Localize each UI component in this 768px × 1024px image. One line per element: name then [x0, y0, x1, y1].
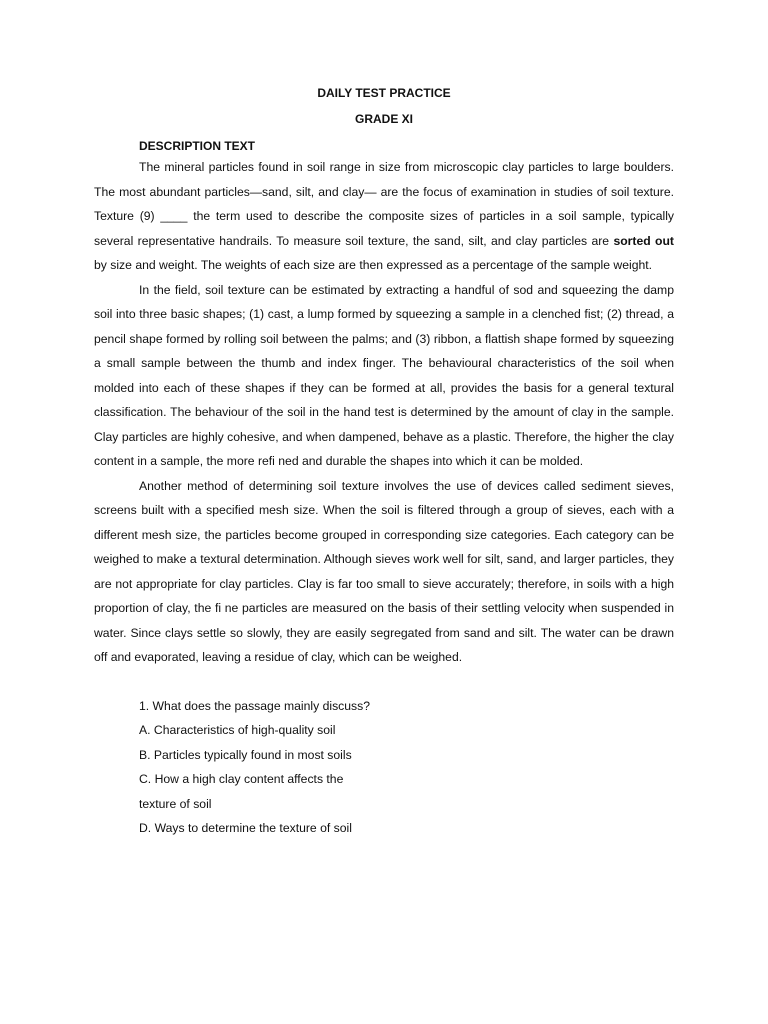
option-d: D. Ways to determine the texture of soil [139, 821, 352, 835]
option-c: C. How a high clay content affects the [139, 772, 344, 786]
section-heading: DESCRIPTION TEXT [139, 139, 256, 153]
paragraph-1 [94, 155, 674, 278]
document-title: DAILY TEST PRACTICE [317, 86, 451, 100]
option-a: A. Characteristics of high-quality soil [139, 723, 336, 737]
paragraph-1-text-b: by size and weight. The weights of each size are then expressed as a percentage of the sample weight. [94, 258, 653, 272]
paragraph-2: In the field, soil texture can be estimated by extracting a handful of sod and squeezing the damp soil into three basic shapes; (1) cast, a lump formed by squeezing a sample in a clenched fist; (2) thread, a pencil shape formed by rolling soil between the palms; and (3) ribbon, a flattish shape formed by squeezing a small sample between the thumb and index finger. The behavioural characteristics of the soil when molded into each of these shapes if they can be formed at all, provides the basis for a general textural classification. The behaviour of the soil in the hand test is determined by the amount of clay in the sample. Clay particles are highly cohesive, and when dampened, behave as a plastic. Therefore, the higher the clay content in a sample, the more refi ned and durable the shapes into which it can be molded. [94, 282, 674, 468]
option-b: B. Particles typically found in most soils [139, 747, 352, 762]
option-c-continued: texture of soil [139, 796, 212, 811]
grade-label: GRADE XI [354, 112, 413, 126]
question-prompt: 1. What does the passage mainly discuss? [139, 698, 371, 713]
paragraph-1-text-a: The mineral particles found in soil range in size from microscopic clay particles to large boulders. The most abundant particles—sand, silt, and clay— are the focus of examination in studies of soil texture. Texture (9) ____ the term used to describe the composite sizes of particles in a soil sample, typically several representative handrails. To measure soil texture, the sand, silt, and clay particles are [94, 160, 674, 248]
paragraph-3: Another method of determining soil texture involves the use of devices called sediment sieves, screens built with a specified mesh size. When the soil is filtered through a group of sieves, each with a different mesh size, the particles become grouped in corresponding size categories. Each category can be weighed to make a textural determination. Although sieves work well for silt, sand, and larger particles, they are not appropriate for clay particles. Clay is far too small to sieve accurately; therefore, in soils with a high proportion of clay, the fi ne particles are measured on the basis of their settling velocity when suspended in water. Since clays settle so slowly, they are easily segregated from sand and silt. The water can be drawn off and evaporated, leaving a residue of clay, which can be weighed. [94, 478, 674, 664]
paragraph-1-bold-phrase: sorted out [613, 233, 674, 248]
question-block [139, 694, 674, 841]
